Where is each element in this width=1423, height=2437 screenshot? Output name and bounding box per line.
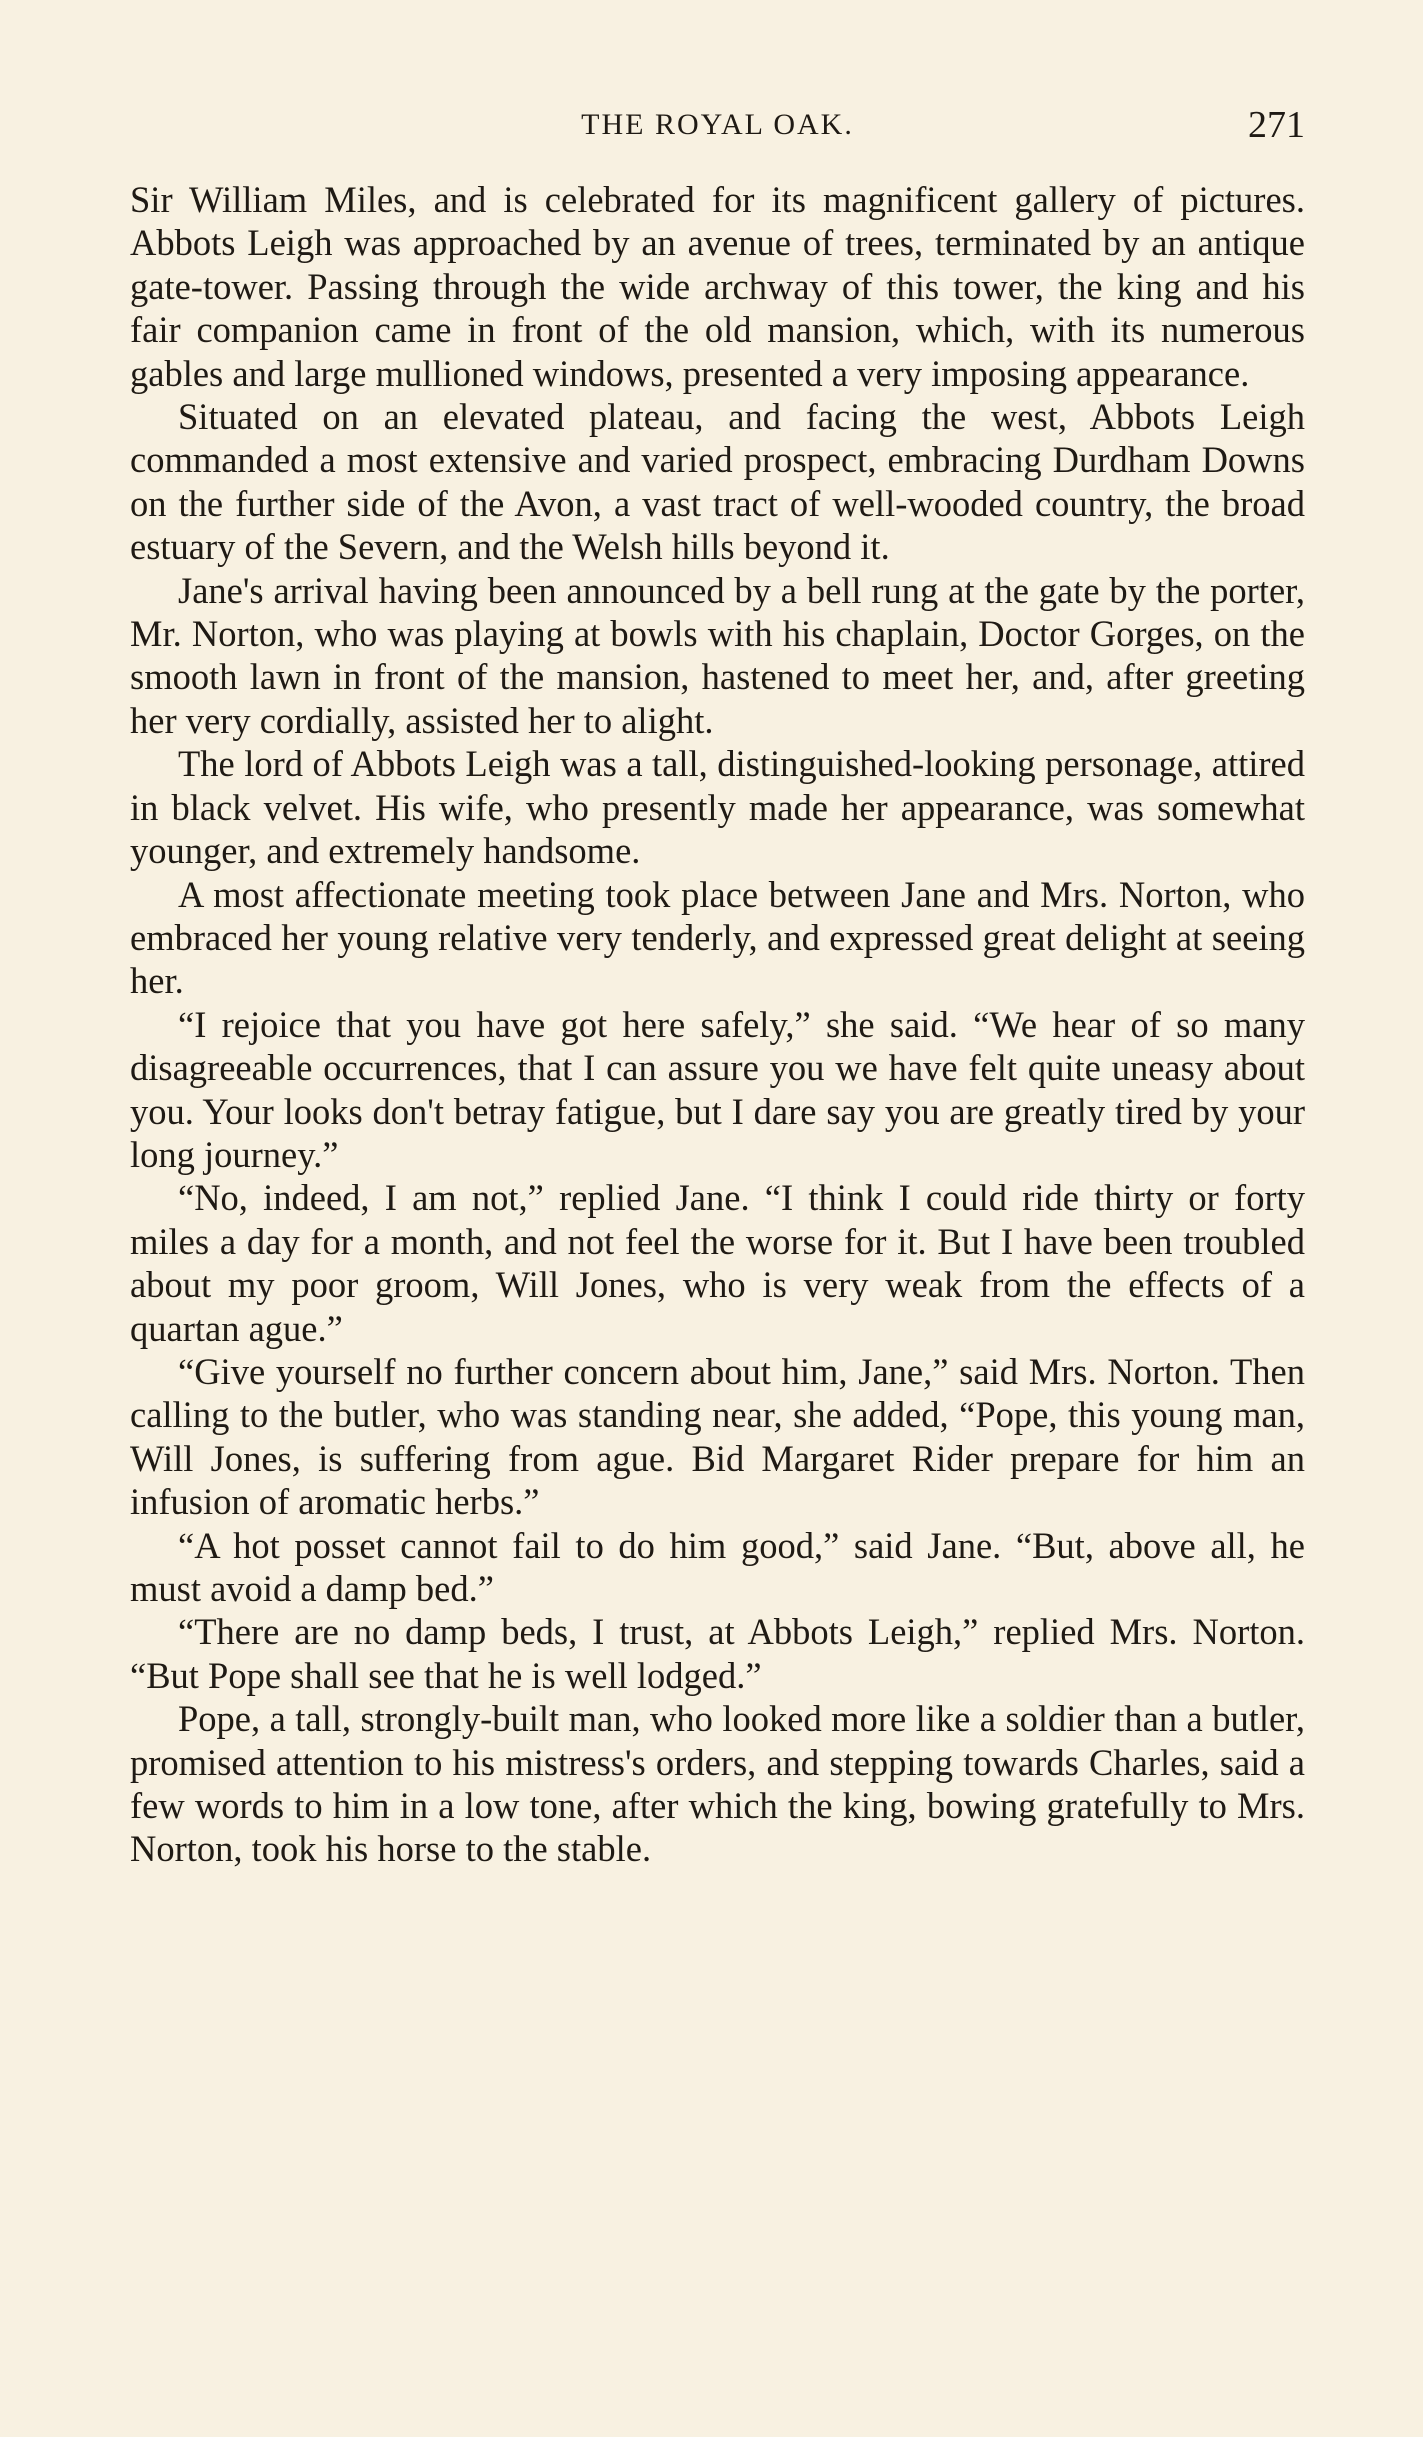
paragraph: A most affectionate meeting took place between Jane and Mrs. Norton, who embraced her young relative very tenderly, and expressed great delight at seeing her.: [130, 873, 1305, 1002]
paragraph: Situated on an elevated plateau, and facing the west, Abbots Leigh commanded a most extensive and varied prospect, embracing Durdham Downs on the further side of the Avon, a vast tract of well-wooded country, the broad estuary of the Severn, and the Welsh hills beyond it.: [130, 396, 1305, 568]
paragraph: Pope, a tall, strongly-built man, who looked more like a soldier than a butler, promised attention to his mistress's orders, and stepping towards Charles, said a few words to him in a low tone, after which the king, bowing gratefully to Mrs. Norton, took his horse to the stable.: [130, 1698, 1305, 1870]
running-title: THE ROYAL OAK.: [581, 108, 854, 141]
paragraph: “Give yourself no further concern about him, Jane,” said Mrs. Norton. Then calling to the butler, who was standing near, she added, “Pope, this young man, Will Jones, is suffering from ague. Bid Margaret Rider prepare for him an infusion of aromatic herbs.”: [130, 1350, 1305, 1523]
page-number: 271: [1248, 104, 1305, 146]
paragraph: The lord of Abbots Leigh was a tall, distinguished-looking personage, attired in black velvet. His wife, who presently made her appearance, was somewhat younger, and extremely handsome.: [130, 743, 1305, 872]
paragraph: “No, indeed, I am not,” replied Jane. “I think I could ride thirty or forty miles a day for a month, and not feel the worse for it. But I have been troubled about my poor groom, Will Jones, who is very weak from the effects of a quartan ague.”: [130, 1177, 1305, 1349]
paragraph: Jane's arrival having been announced by a bell rung at the gate by the porter, Mr. Norton, who was playing at bowls with his chaplain, Doctor Gorges, on the smooth lawn in front of the mansion, hastened to meet her, and, after greeting her very cordially, assisted her to alight.: [130, 569, 1305, 741]
paragraph: “I rejoice that you have got here safely,” she said. “We hear of so many disagreeable occurrences, that I can assure you we have felt quite uneasy about you. Your looks don't betray fatigue, but I dare say you are greatly tired by your long journey.”: [130, 1003, 1305, 1175]
paragraph: “A hot posset cannot fail to do him good,” said Jane. “But, above all, he must avoid a damp bed.”: [130, 1524, 1305, 1609]
running-header: [130, 100, 1305, 150]
body-text: [130, 178, 1305, 1871]
paragraph: “There are no damp beds, I trust, at Abbots Leigh,” replied Mrs. Norton. “But Pope shall see that he is well lodged.”: [130, 1611, 1305, 1696]
paragraph: Sir William Miles, and is celebrated for its magnificent gallery of pictures. Abbots Leigh was approached by an avenue of trees, terminated by an antique gate-tower. Passing through the wide archway of this tower, the king and his fair companion came in front of the old mansion, which, with its numerous gables and large mullioned windows, presented a very imposing appearance.: [130, 179, 1305, 394]
